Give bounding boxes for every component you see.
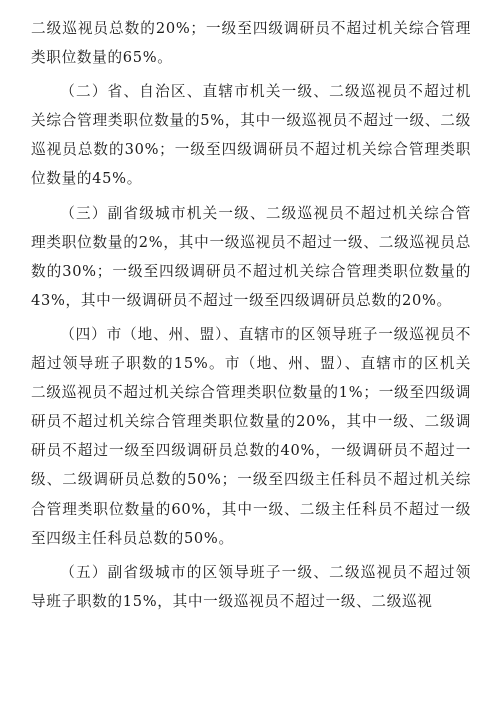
paragraph-item-4: （四）市（地、州、盟）、直辖市的区领导班子一级巡视员不超过领导班子职数的15%。市（地、州、盟）、直辖市的区机关二级巡视员不超过机关综合管理类职位数量的1%；一级至四级调研员不超过机关综合管理类职位数量的20%，其中一级、二级调研员不超过一级至四级调研员总数的40%，一级调研员不超过一级、二级调研员总数的50%；一级至四级主任科员不超过机关综合管理类职位数量的60%，其中一级、二级主任科员不超过一级至四级主任科员总数的50%。: [31, 325, 471, 547]
paragraph-item-3: （三）副省级城市机关一级、二级巡视员不超过机关综合管理类职位数量的2%，其中一级巡视员不超过一级、二级巡视员总数的30%；一级至四级调研员不超过机关综合管理类职位数量的43%，其中一级调研员不超过一级至四级调研员总数的20%。: [31, 204, 471, 309]
paragraph-continuation: 二级巡视员总数的20%；一级至四级调研员不超过机关综合管理类职位数量的65%。: [31, 20, 471, 67]
paragraph-item-5: （五）副省级城市的区领导班子一级、二级巡视员不超过领导班子职数的15%，其中一级巡视员不超过一级、二级巡视: [31, 563, 471, 610]
document-page: [31, 14, 471, 616]
paragraph-item-2: （二）省、自治区、直辖市机关一级、二级巡视员不超过机关综合管理类职位数量的5%，其中一级巡视员不超过一级、二级巡视员总数的30%；一级至四级调研员不超过机关综合管理类职位数量的45%。: [31, 83, 471, 188]
